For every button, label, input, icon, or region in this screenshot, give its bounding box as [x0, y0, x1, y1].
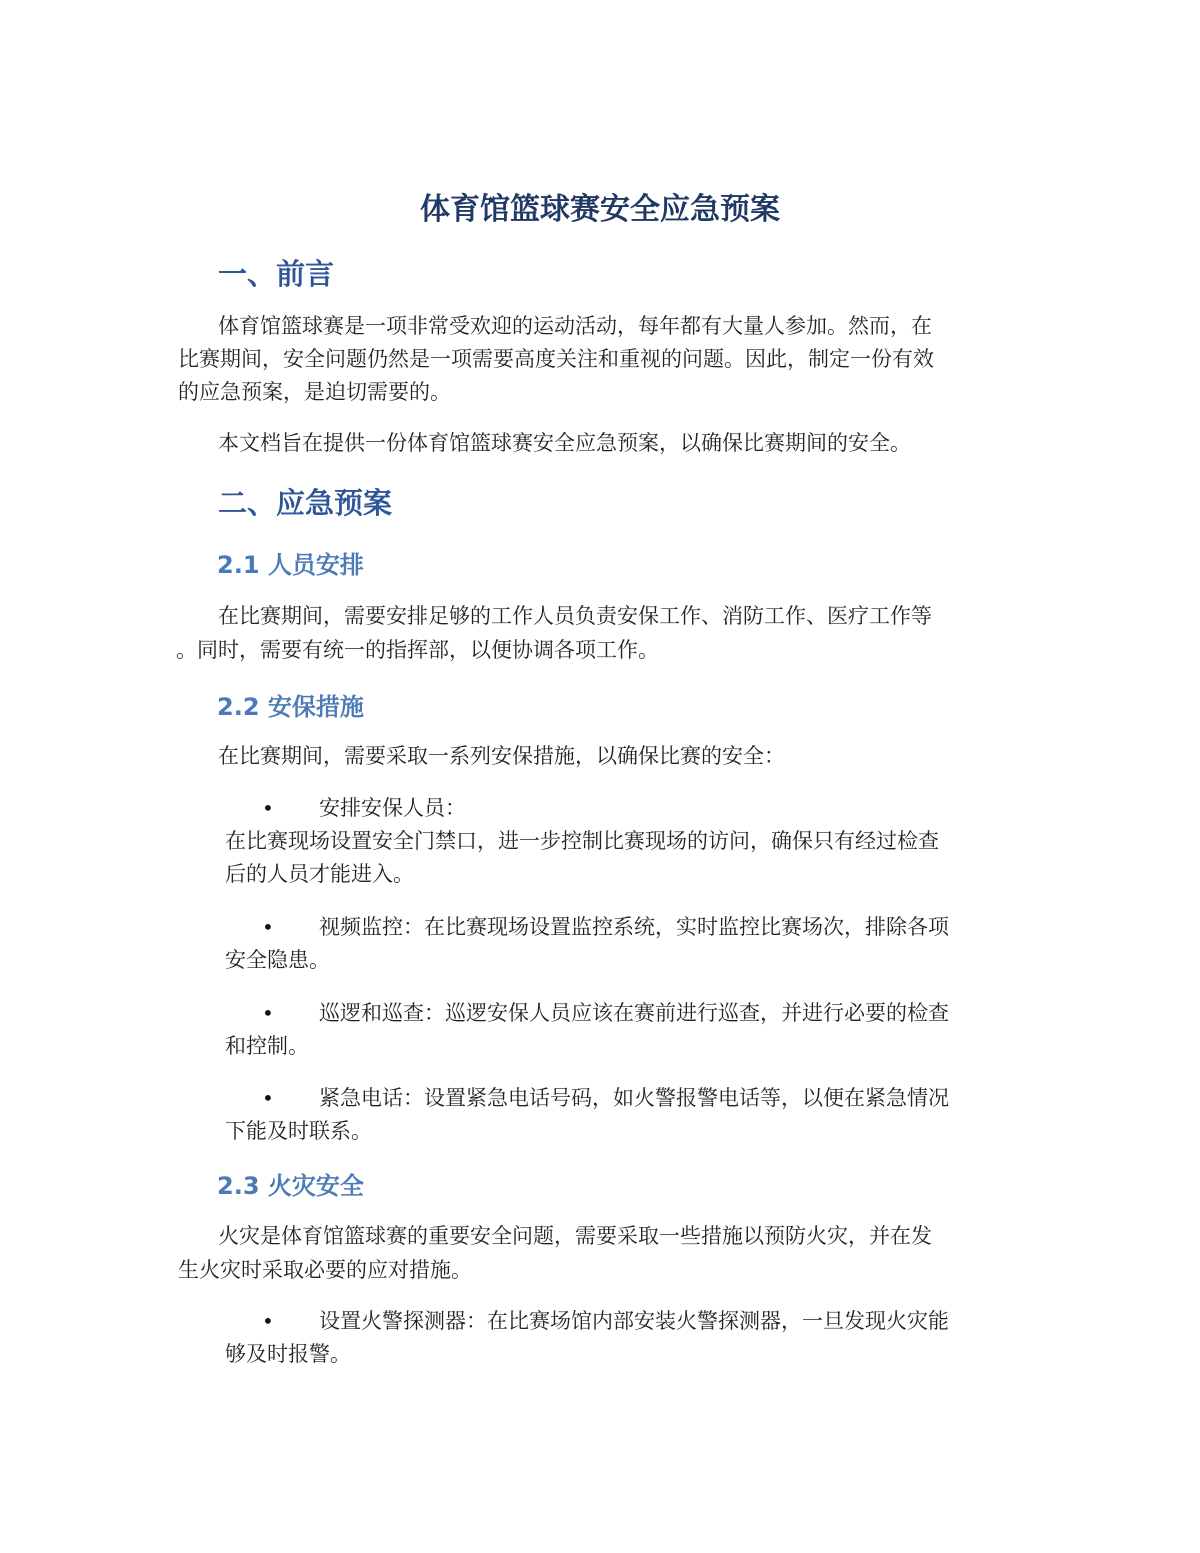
paragraph-line: 体育馆篮球赛是一项非常受欢迎的运动活动，每年都有大量人参加。然而，在	[218, 314, 932, 338]
paragraph-line: 的应急预案，是迫切需要的。	[178, 380, 451, 404]
document-title: 体育馆篮球赛安全应急预案	[420, 192, 780, 227]
paragraph-line: 。同时，需要有统一的指挥部，以便协调各项工作。	[176, 638, 659, 662]
list-item-line: 在比赛现场设置安全门禁口，进一步控制比赛现场的访问，确保只有经过检查	[225, 829, 939, 853]
bullet-icon: •	[262, 1309, 274, 1333]
bullet-icon: •	[262, 796, 274, 820]
bullet-icon: •	[262, 1086, 274, 1110]
paragraph-line: 比赛期间，安全问题仍然是一项需要高度关注和重视的问题。因此，制定一份有效	[178, 347, 934, 371]
bullet-icon: •	[262, 915, 274, 939]
paragraph-line: 在比赛期间，需要安排足够的工作人员负责安保工作、消防工作、医疗工作等	[218, 604, 932, 628]
subsection-heading-security: 2.2 安保措施	[217, 693, 364, 721]
list-item-line: 设置火警探测器：在比赛场馆内部安装火警探测器，一旦发现火灾能	[319, 1309, 949, 1333]
paragraph-line: 本文档旨在提供一份体育馆篮球赛安全应急预案，以确保比赛期间的安全。	[218, 431, 911, 455]
paragraph-line: 在比赛期间，需要采取一系列安保措施，以确保比赛的安全：	[218, 744, 785, 768]
paragraph-line: 生火灾时采取必要的应对措施。	[178, 1258, 472, 1282]
list-item-line: 下能及时联系。	[225, 1119, 372, 1143]
section-heading-emergency-plan: 二、应急预案	[218, 486, 393, 520]
list-item-line: 安全隐患。	[225, 948, 330, 972]
subsection-heading-fire-safety: 2.3 火灾安全	[217, 1172, 364, 1200]
subsection-heading-staffing: 2.1 人员安排	[217, 551, 364, 579]
bullet-icon: •	[262, 1001, 274, 1025]
list-item-line: 安排安保人员：	[319, 796, 466, 820]
paragraph-line: 火灾是体育馆篮球赛的重要安全问题，需要采取一些措施以预防火灾，并在发	[218, 1224, 932, 1248]
list-item-line: 紧急电话：设置紧急电话号码，如火警报警电话等，以便在紧急情况	[319, 1086, 949, 1110]
list-item-line: 视频监控：在比赛现场设置监控系统，实时监控比赛场次，排除各项	[319, 915, 949, 939]
list-item-line: 后的人员才能进入。	[225, 862, 414, 886]
list-item-line: 够及时报警。	[225, 1342, 351, 1366]
section-heading-preface: 一、前言	[218, 257, 335, 291]
list-item-line: 巡逻和巡查：巡逻安保人员应该在赛前进行巡查，并进行必要的检查	[319, 1001, 949, 1025]
list-item-line: 和控制。	[225, 1034, 309, 1058]
